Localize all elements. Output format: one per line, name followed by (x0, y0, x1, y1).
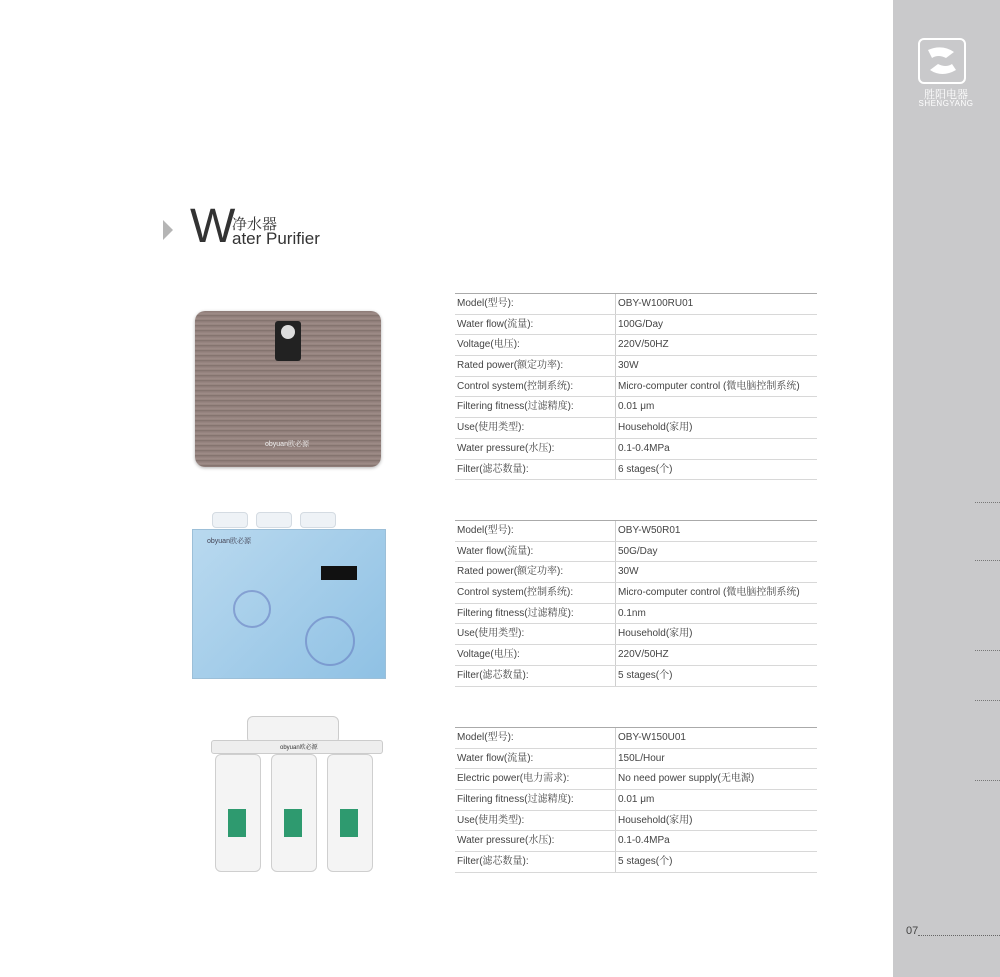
spec-label: Use(使用类型): (457, 422, 525, 434)
table-row (455, 790, 817, 811)
table-row (455, 811, 817, 832)
spec-value: No need power supply(无电源) (618, 773, 755, 785)
table-row (455, 666, 817, 687)
spec-value: OBY-W50R01 (618, 525, 681, 536)
page-number: 07 (906, 925, 919, 937)
spec-label: Control system(控制系统): (457, 587, 574, 599)
spec-table-1 (455, 293, 817, 480)
brand-name-en: SHENGYANG (918, 99, 974, 108)
product-image-3 (205, 708, 390, 876)
table-row (455, 293, 817, 315)
product-brand-label: obyuan欧必源 (207, 538, 251, 545)
spec-value: 30W (618, 566, 639, 578)
table-row (455, 418, 817, 439)
spec-value: 0.1-0.4MPa (618, 835, 670, 847)
divider (975, 560, 1000, 561)
spec-value: Household(家用) (618, 422, 693, 434)
spec-label: Filtering fitness(过滤精度): (457, 794, 574, 806)
table-row (455, 356, 817, 377)
spec-label: Rated power(额定功率): (457, 566, 564, 578)
spec-label: Control system(控制系统): (457, 380, 574, 392)
divider (918, 935, 1000, 936)
table-row (455, 377, 817, 398)
spec-table-2 (455, 520, 817, 687)
spec-value: Household(家用) (618, 814, 693, 826)
table-row (455, 439, 817, 460)
flower-icon (305, 616, 355, 666)
table-row (455, 624, 817, 645)
divider (975, 502, 1000, 503)
spec-value: 220V/50HZ (618, 339, 669, 351)
spec-label: Use(使用类型): (457, 628, 525, 640)
divider (975, 700, 1000, 701)
filter-canister (327, 754, 373, 872)
product-image-1 (195, 311, 381, 467)
table-row (455, 315, 817, 336)
spec-label: Filtering fitness(过滤精度): (457, 607, 574, 619)
table-row (455, 542, 817, 563)
spec-value: 6 stages(个) (618, 463, 673, 475)
table-row (455, 460, 817, 481)
table-row (455, 727, 817, 749)
table-row (455, 645, 817, 666)
brand-name-cn: 胜阳电器 (924, 89, 968, 101)
product-brand-label: obyuan欧必源 (280, 745, 318, 751)
spec-value: 50G/Day (618, 545, 658, 557)
dial-icon (281, 325, 295, 339)
spec-value: 150L/Hour (618, 752, 665, 764)
divider (975, 650, 1000, 651)
spec-label: Rated power(额定功率): (457, 360, 564, 372)
table-row (455, 831, 817, 852)
spec-label: Filter(滤芯数量): (457, 463, 529, 475)
spec-label: Water pressure(水压): (457, 442, 555, 454)
spec-label: Water flow(流量): (457, 545, 534, 557)
spec-value: 0.01 μm (618, 401, 655, 413)
table-row (455, 749, 817, 770)
spec-label: Voltage(电压): (457, 649, 520, 661)
page-title-en: ater Purifier (232, 229, 320, 248)
brand-logo-icon (918, 38, 966, 84)
spec-value: 5 stages(个) (618, 669, 673, 681)
spec-label: Electric power(电力需求): (457, 773, 570, 785)
table-row (455, 562, 817, 583)
spec-value: 0.1nm (618, 607, 646, 619)
spec-value: Household(家用) (618, 628, 693, 640)
spec-label: Model(型号): (457, 525, 514, 536)
spec-value: 220V/50HZ (618, 649, 669, 661)
page-title-cn: 净水器 (232, 216, 278, 233)
table-row (455, 397, 817, 418)
spec-value: 5 stages(个) (618, 856, 673, 868)
spec-label: Water pressure(水压): (457, 835, 555, 847)
spec-label: Use(使用类型): (457, 814, 525, 826)
spec-label: Filtering fitness(过滤精度): (457, 401, 574, 413)
spec-label: Water flow(流量): (457, 318, 534, 330)
spec-label: Model(型号): (457, 298, 514, 309)
spec-value: OBY-W100RU01 (618, 298, 694, 309)
title-initial: W (190, 200, 236, 253)
product-image-2 (192, 529, 386, 679)
flower-icon (233, 590, 271, 628)
filter-canister (215, 754, 261, 872)
sidebar (893, 0, 1000, 977)
spec-value: 100G/Day (618, 318, 664, 330)
table-row (455, 520, 817, 542)
spec-label: Water flow(流量): (457, 752, 534, 764)
spec-label: Filter(滤芯数量): (457, 669, 529, 681)
spec-label: Voltage(电压): (457, 339, 520, 351)
spec-value: 0.01 μm (618, 794, 655, 806)
filter-canister (271, 754, 317, 872)
table-row (455, 604, 817, 625)
filter-caps (212, 512, 382, 530)
table-row (455, 335, 817, 356)
spec-value: OBY-W150U01 (618, 732, 686, 743)
spec-value: 30W (618, 360, 639, 372)
product-brand-label: obyuan欧必源 (265, 441, 309, 448)
display-screen (321, 566, 357, 580)
arrow-icon (163, 220, 173, 240)
divider (975, 780, 1000, 781)
table-row (455, 852, 817, 873)
spec-value: 0.1-0.4MPa (618, 442, 670, 454)
spec-label: Model(型号): (457, 732, 514, 743)
table-row (455, 583, 817, 604)
spec-value: Micro-computer control (微电脑控制系统) (618, 380, 800, 392)
spec-label: Filter(滤芯数量): (457, 856, 529, 868)
table-row (455, 769, 817, 790)
spec-table-3 (455, 727, 817, 873)
spec-value: Micro-computer control (微电脑控制系统) (618, 587, 800, 599)
